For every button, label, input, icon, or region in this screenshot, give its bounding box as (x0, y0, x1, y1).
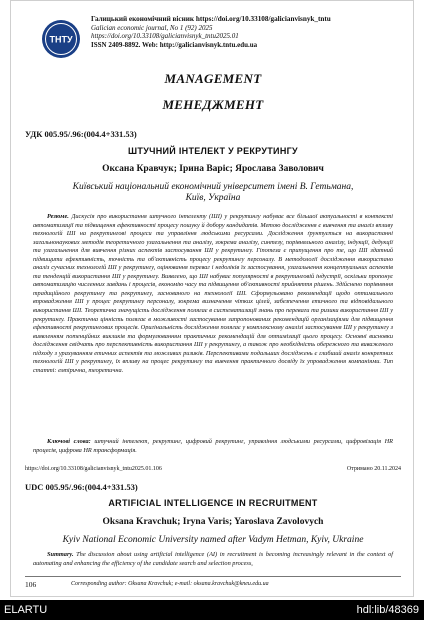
summary-text: The discussion about using artificial intelligence (AI) in recruitment is becoming increasingly relevant in the context of automating and enhancing the efficiency of the candidate search and selection process, (33, 551, 393, 567)
section-title-uk: МЕНЕДЖМЕНТ (162, 97, 264, 112)
abstract-text: Дискусія про використання штучного інтелекту (ШІ) у рекрутингу набуває все більшої актуальності в контексті автоматизації та підвищення ефективності процесу пошуку й добору кандидатів. Метою дослідження є вивчення та аналіз впливу технологій ШІ на рекрутингові процеси та управління людськими ресурсами. Дослідження ґрунтується на використанні загальнонаукових методів теоретичного узагальнення та аналізу, зокрема аналізу, синтезу, порівняльного аналізу, індукції, дедукції та узагальнення для вивчення різних аспектів застосування ШІ у рекрутингу. Гіпотеза є припущення про те, що ШІ здатний підвищити ефективність, точність та об'єктивність процесу рекрутингу персоналу. В методології дослідження використано аналіз сучасних технологій ШІ у рекрутингу, оцінювання переваг і недоліків їх застосування, узагальнення концептуальних аспектів та тенденцій використання ШІ у рекрутингу. Виявлено, що ШІ набуває популярності в рекрутинговій індустрії, оскільки пропонує автоматизацію численних завдань і процесів, економію часу та підвищення об'єктивності прийняття рішень. Здійснено порівняння традиційного рекрутингу та рекрутингу, заснованого на технології ШІ. Сформульовано рекомендації щодо оптимального впровадження ШІ у процес рекрутингу персоналу, зокрема визначення чітких цілей, забезпечення етичного та відповідального використання ШІ. Теоретична значущість дослідження полягає в систематизації знань про переваги та ризики використання ШІ у рекрутингу. Практична цінність полягає в можливості застосування запропонованих рекомендацій організаціями для підвищення ефективності рекрутингових процесів. Оригінальність дослідження полягає у комплексному аналізі застосування ШІ у рекрутингу з виявленням потенційних викликів та формулюванням практичних рекомендацій для оптимізації цього процесу. Основні висновки дослідження свідчать про перспективність використання ШІ у рекрутингу, а також про необхідність обережного та виваженого підходу з урахуванням етичних аспектів та можливих ризиків. Перспективами подальших досліджень є глибший аналіз конкретних технологій ШІ у рекрутингу, їх впливу на процес рекрутингу та вивчення практичного досвіду їх упровадження компаніями. Тип статті: емпірична, теоретична. (33, 213, 394, 374)
document-page (10, 0, 414, 597)
repository-footer-bar (0, 600, 424, 620)
university-logo (41, 19, 81, 59)
article-title-en: ARTIFICIAL INTELLIGENCE IN RECRUITMENT (108, 498, 318, 508)
journal-title: Галицький економічний вісник https://doi.org/10.33108/galicianvisnyk_tntu (91, 15, 331, 23)
keywords-text: штучний інтелект, рекрутинг, цифровий рекрутинг, управління людськими ресурсами, цифровізація HR процесів, цифрова HR трансформація. (33, 438, 394, 454)
affiliation-uk (11, 182, 415, 204)
section-title-en: MANAGEMENT (164, 71, 262, 86)
footer-divider (25, 576, 401, 577)
abstract-uk (33, 213, 393, 375)
abstract-label: Резюме. (47, 213, 69, 220)
affiliation-en: Kyiv National Economic University named after Vadym Hetman, Kyiv, Ukraine (62, 535, 364, 545)
authors-en: Oksana Kravchuk; Iryna Varis; Yaroslava Zavolovych (102, 517, 324, 527)
handle-id[interactable]: hdl:lib/48369 (356, 604, 419, 616)
page-number: 106 (25, 580, 37, 589)
repository-name[interactable]: ELARTU (4, 604, 48, 616)
article-title-uk: ШТУЧНИЙ ІНТЕЛЕКТ У РЕКРУТИНГУ (128, 146, 298, 156)
summary-en (33, 551, 393, 568)
summary-label: Summary. (47, 551, 74, 558)
issn-line: ISSN 2409-8892. Web: http://galicianvisnyk.tntu.edu.ua (91, 40, 258, 49)
affiliation-line-1: Київський національний економічний університет імені В. Гетьмана, (72, 182, 354, 192)
udc-code-en: UDC 005.95/.96:(004.4+331.53) (25, 482, 138, 492)
corresponding-author: Corresponding author: Oksana Kravchuk; e-mail: oksana.kravchuk@kneu.edu.ua (71, 581, 269, 587)
keywords-label: Ключові слова: (47, 438, 91, 445)
udk-code-uk: УДК 005.95/.96:(004.4+331.53) (25, 129, 137, 139)
received-date: Отримано 20.11.2024 (346, 466, 401, 472)
issue-doi: https://doi.org/10.33108/galicianvisnyk_tntu2025.01 (91, 32, 239, 41)
article-doi-link[interactable]: https://doi.org/10.33108/galicianvisnyk_tntu2025.01.106 (25, 466, 162, 472)
journal-title-en: Galician economic journal, No 1 (92) 2025 (91, 23, 213, 32)
logo-text: ТНТУ (49, 34, 73, 45)
affiliation-line-2: Київ, Україна (185, 193, 241, 203)
journal-header (41, 15, 413, 63)
keywords-uk (33, 438, 393, 455)
authors-uk: Оксана Кравчук; Ірина Варіс; Ярослава Заволович (102, 164, 324, 174)
article-doi-line (25, 466, 401, 472)
